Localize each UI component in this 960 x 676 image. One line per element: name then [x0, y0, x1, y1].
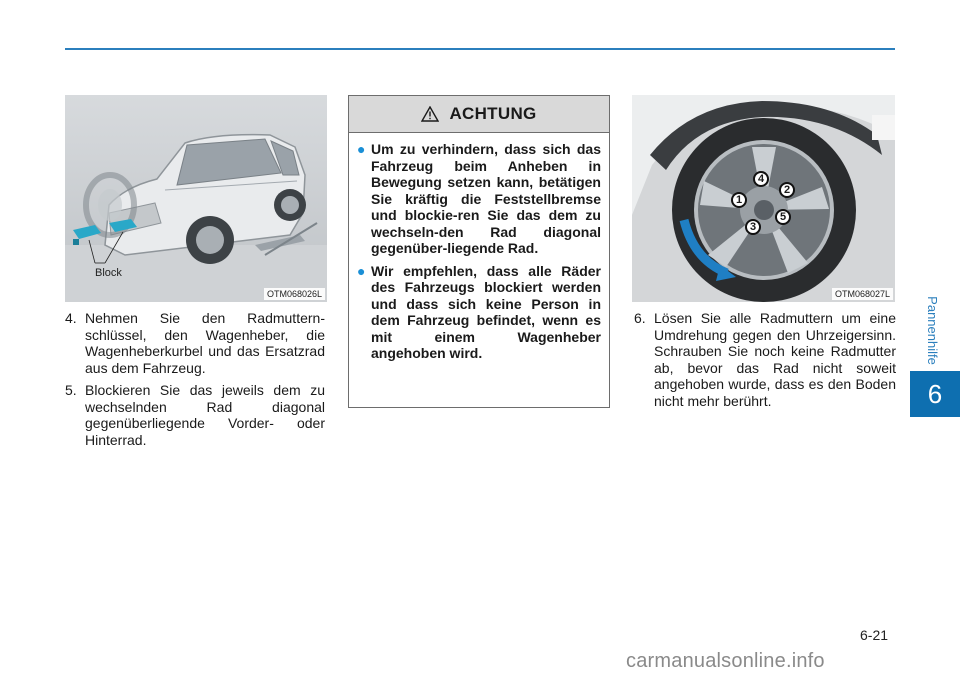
- lug-nut-marker-2: [779, 182, 795, 198]
- figure-code-left: OTM068026L: [264, 288, 325, 300]
- bullet-icon: ●: [357, 262, 366, 279]
- lug-nut-marker-3: [745, 219, 761, 235]
- warning-list: [349, 133, 609, 362]
- header-rule: [65, 48, 895, 50]
- watermark: carmanualsonline.info: [626, 650, 825, 672]
- block-label: Block: [95, 267, 122, 279]
- chapter-tab: 6: [910, 371, 960, 417]
- warning-triangle-icon: [421, 106, 439, 122]
- lug-nut-number: 5: [779, 211, 787, 223]
- warning-text: Um zu verhindern, dass sich das Fahrzeug beim Anheben in Bewegung setzen kann, betätigen Sie kräftig die Feststellbremse und blockie-ren Sie das dem zu wechseln-den Rad diagonal gegenüber-liegende Rad.: [371, 141, 601, 256]
- warning-header: [349, 96, 609, 133]
- page-number: 6-21: [860, 627, 889, 643]
- warning-box: [348, 95, 610, 408]
- section-side-label: [905, 285, 960, 375]
- warning-text: Wir empfehlen, dass alle Räder des Fahrzeugs blockiert werden und dass sich keine Person in dem Fahrzeug befindet, wenn es mit einem Wagenheber angehoben wird.: [371, 262, 601, 361]
- step-number: 5.: [65, 382, 77, 398]
- warning-item: [357, 141, 601, 257]
- step-number: 6.: [634, 310, 646, 326]
- step-item: [65, 382, 325, 448]
- car-chock-illustration: [65, 95, 327, 302]
- bullet-icon: ●: [357, 141, 366, 157]
- lug-nut-marker-5: [775, 209, 791, 225]
- lug-nut-marker-1: [731, 192, 747, 208]
- lug-nut-number: 4: [757, 173, 765, 185]
- step-item: [634, 310, 896, 409]
- lug-nut-number: 3: [749, 221, 757, 233]
- figure-code-right: OTM068027L: [832, 288, 893, 300]
- wheel-lugnut-illustration: [632, 95, 895, 302]
- lug-nut-number: 2: [783, 184, 791, 196]
- step-text: Blockieren Sie das jeweils dem zu wechselnden Rad diagonal gegenüberliegende Vorder- oder Hinterrad.: [85, 382, 325, 448]
- step-text: Lösen Sie alle Radmuttern um eine Umdrehung gegen den Uhrzeigersinn. Schrauben Sie noch keine Radmutter ab, bevor das Rad nicht soweit angehoben wurde, dass es den Boden nicht mehr berührt.: [654, 310, 896, 409]
- step-text: Nehmen Sie den Radmuttern-schlüssel, den Wagenheber, die Wagenheberkurbel und das Ersatzrad aus dem Fahrzeug.: [85, 310, 325, 376]
- steps-right: [634, 310, 896, 415]
- lug-nut-number: 1: [735, 194, 743, 206]
- step-item: [65, 310, 325, 376]
- lug-nut-marker-4: [753, 171, 769, 187]
- warning-title: ACHTUNG: [449, 104, 537, 123]
- step-number: 4.: [65, 310, 77, 326]
- warning-item: [357, 263, 601, 362]
- section-tab-text: Pannenhilfe: [925, 295, 941, 365]
- steps-left: [65, 310, 325, 454]
